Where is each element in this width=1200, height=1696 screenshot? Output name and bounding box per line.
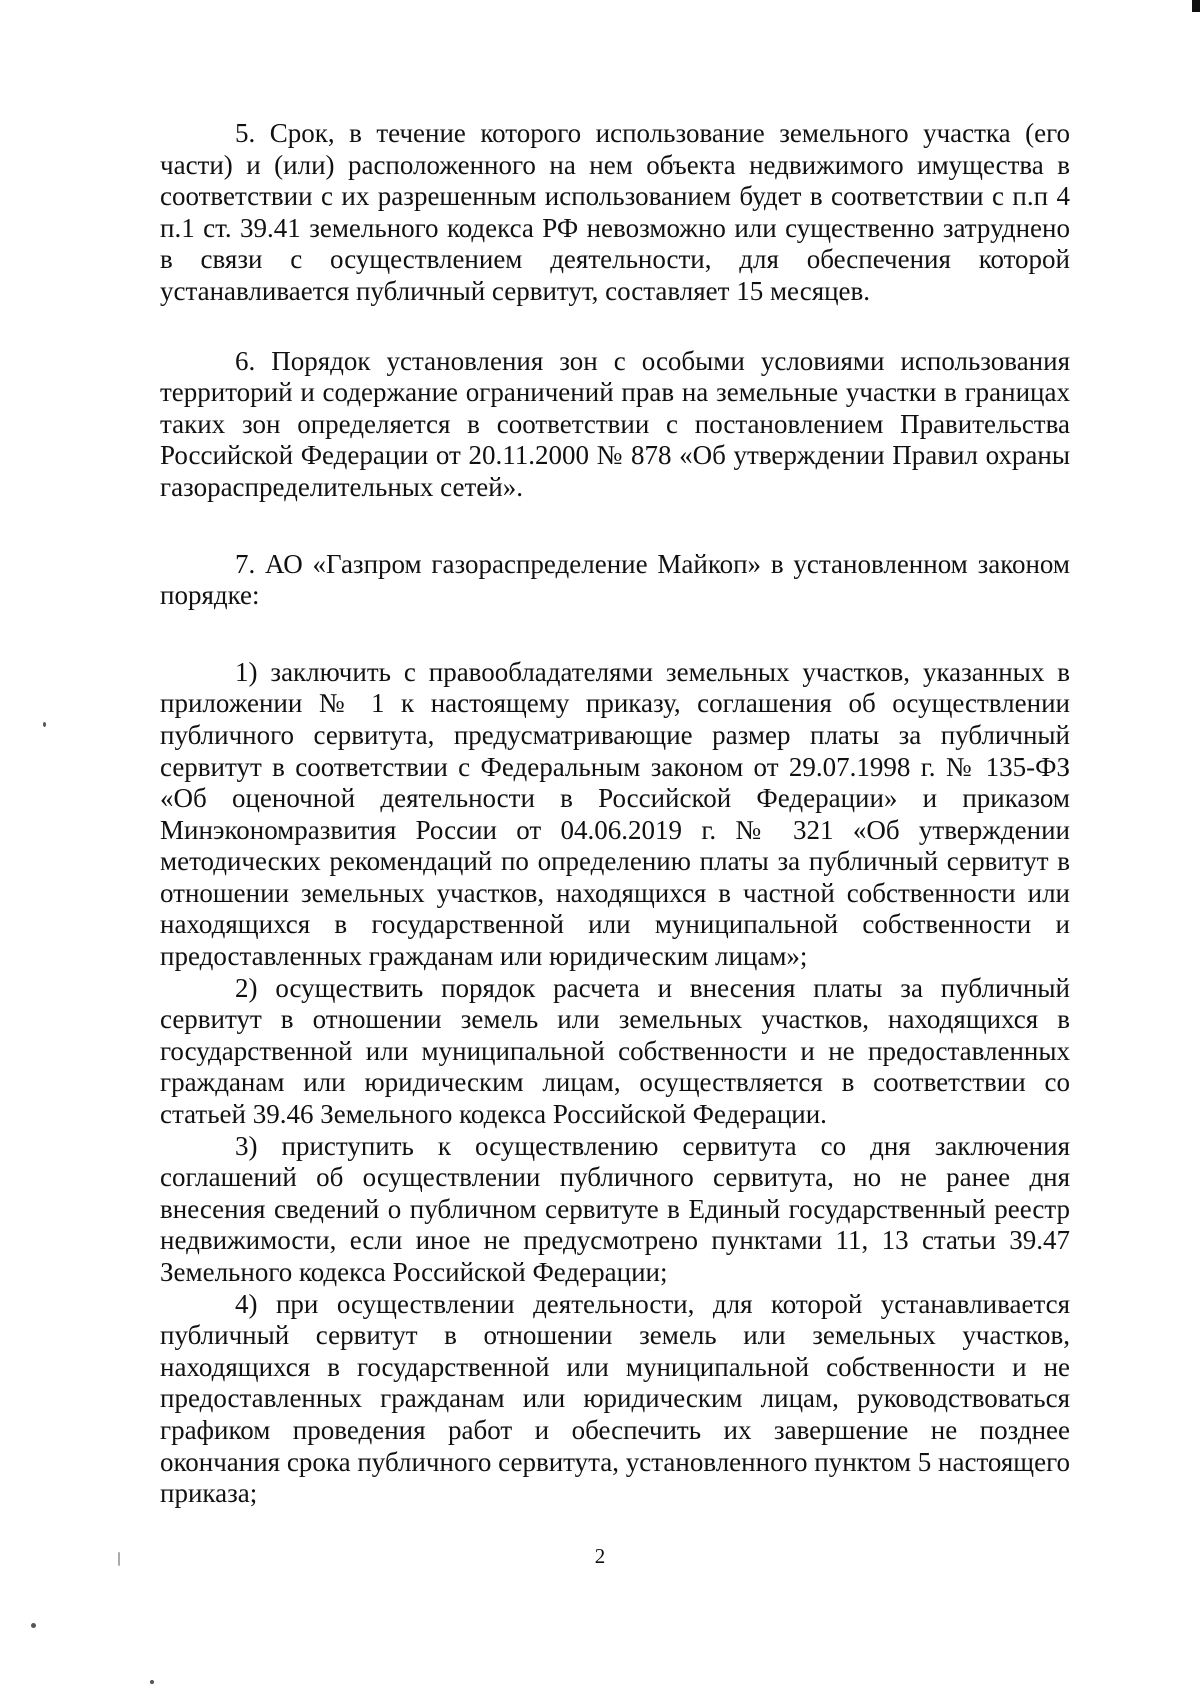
paragraph-spacer bbox=[160, 308, 1070, 346]
list-item-1: 1) заключить с правообладателями земельных участков, указанных в приложении № 1 к настоящему приказу, соглашения об осуществлении публичного сервитута, предусматривающие размер платы за публичный сервитут в соответствии с Федеральным законом от 29.07.1998 г. № 135-ФЗ «Об оценочной деятельности в Российской Федерации» и приказом Минэкономразвития России от 04.06.2019 г. № 321 «Об утверждении методических рекомендаций по определению платы за публичный сервитут в отношении земельных участков, находящихся в частной собственности или находящихся в государственной или муниципальной собственности и предоставленных гражданам или юридическим лицам»; bbox=[160, 656, 1070, 972]
scan-speck bbox=[150, 1680, 154, 1684]
list-item-3: 3) приступить к осуществлению сервитута со дня заключения соглашений об осуществлении публичного сервитута, но не ранее дня внесения сведений о публичном сервитуте в Единый государственный реестр недвижимости, если иное не предусмотрено пунктами 11, 13 статьи 39.47 Земельного кодекса Российской Федерации; bbox=[160, 1130, 1070, 1287]
paragraph-spacer bbox=[160, 612, 1070, 657]
paragraph-5: 5. Срок, в течение которого использование земельного участка (его части) и (или) расположенного на нем объекта недвижимого имущества в соответствии с их разрешенным использованием будет в соответствии с п.п 4 п.1 ст. 39.41 земельного кодекса РФ невозможно или существенно затруднено в связи с осуществлением деятельности, для обеспечения которой устанавливается публичный сервитут, составляет 15 месяцев. bbox=[160, 118, 1070, 306]
page-number: 2 bbox=[594, 1544, 606, 1568]
scan-speck bbox=[43, 722, 46, 727]
scan-corner-mark bbox=[1192, 0, 1200, 12]
scan-speck bbox=[31, 1623, 36, 1628]
paragraph-7: 7. АО «Газпром газораспределение Майкоп» в установленном законом порядке: bbox=[160, 548, 1070, 611]
document-body bbox=[160, 118, 1070, 1510]
scan-speck bbox=[118, 1552, 120, 1566]
list-item-2: 2) осуществить порядок расчета и внесения платы за публичный сервитут в отношении земель или земельных участков, находящихся в государственной или муниципальной собственности и не предоставленных гражданам или юридическим лицам, осуществляется в соответствии со статьей 39.46 Земельного кодекса Российской Федерации. bbox=[160, 972, 1070, 1130]
list-item-4: 4) при осуществлении деятельности, для которой устанавливается публичный сервитут в отношении земель или земельных участков, находящихся в государственной или муниципальной собственности и не предоставленных гражданам или юридическим лицам, руководствоваться графиком проведения работ и обеспечить их завершение не позднее окончания срока публичного сервитута, установленного пунктом 5 настоящего приказа; bbox=[160, 1288, 1070, 1509]
paragraph-6: 6. Порядок установления зон с особыми условиями использования территорий и содержание ограничений прав на земельные участки в границах таких зон определяется в соответствии с постановлением Правительства Российской Федерации от 20.11.2000 № 878 «Об утверждении Правил охраны газораспределительных сетей». bbox=[160, 345, 1070, 502]
paragraph-spacer bbox=[160, 504, 1070, 549]
